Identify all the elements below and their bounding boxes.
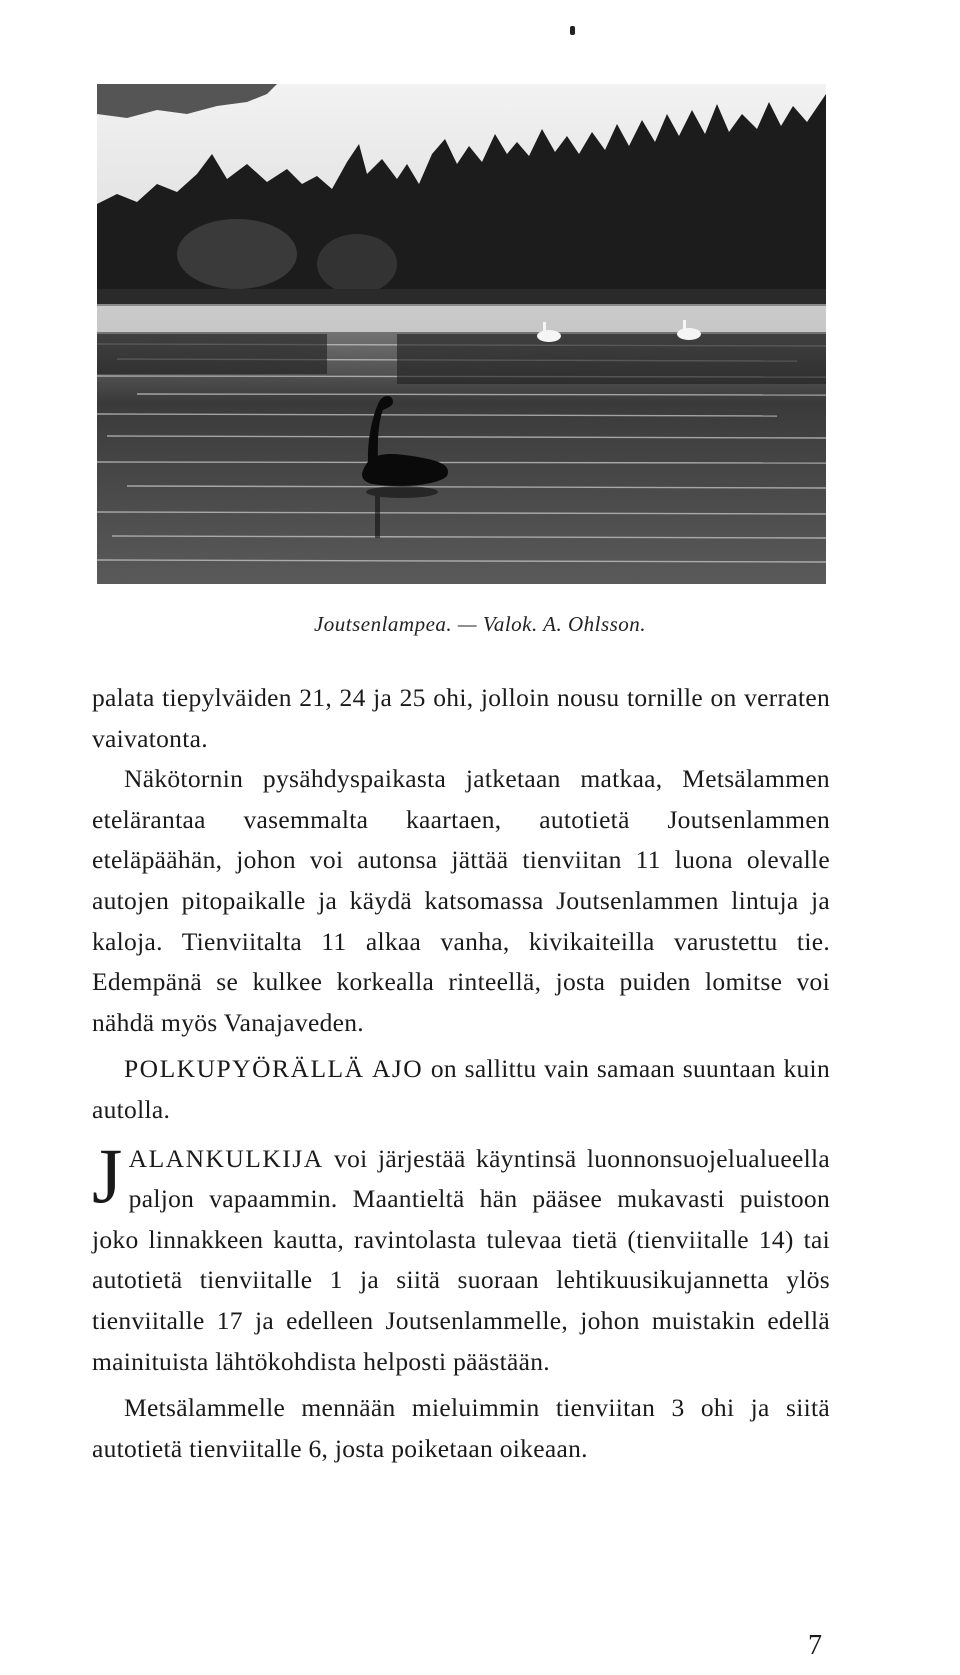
- birch-trees: [177, 219, 297, 289]
- paragraph-4-text: voi järjestää käyntinsä luonnonsuojelualueella paljon vapaammin. Maantieltä hän pääsee mukavasti puistoon joko linnakkeen kautta, ravintolasta tulevaa tietä (tienviitalle 14) tai autotietä tienviitalle 1 ja siitä suoraan lehtikuusikujannetta ylös tienviitalle 17 ja edelleen Joutsenlammelle, johon muistakin edellä mainituista lähtökohdista helposti päästään.: [92, 1143, 830, 1376]
- paragraph-5: Metsälammelle mennään mieluimmin tienviitan 3 ohi ja siitä autotietä tienviitalle 6, josta poiketaan oikeaan.: [92, 1393, 830, 1463]
- paragraph-3-text: on sallittu vain samaan suuntaan kuin autolla.: [92, 1054, 830, 1124]
- sky-reflection: [97, 306, 826, 332]
- print-speck: [570, 26, 575, 35]
- paragraph-4-heading: ALANKULKIJA: [128, 1143, 324, 1173]
- paragraph-2: Näkötornin pysähdyspaikasta jatketaan matkaa, Metsälammen etelärantaa vasemmalta kaartaen, autotietä Joutsenlammen eteläpäähän, johon voi autonsa jättää tienviitan 11 luona olevalle autojen pitopaikalle ja käydä katsomassa Joutsenlammen lintuja ja kaloja. Tienviitalta 11 alkaa vanha, kivikaiteilla varustettu tie. Edempänä se kulkee korkealla rinteellä, josta puiden lomitse voi nähdä myös Vanajaveden.: [92, 764, 830, 1037]
- paragraph-1: palata tiepylväiden 21, 24 ja 25 ohi, jolloin nousu tornille on verraten vaivatonta.: [92, 683, 830, 753]
- paragraph-4: [92, 1131, 830, 1383]
- drop-cap: J: [92, 1131, 123, 1219]
- body-text: [92, 678, 830, 1469]
- swan-pond-illustration: [97, 84, 826, 584]
- paragraph-3-heading: POLKUPYÖRÄLLÄ AJO: [124, 1054, 424, 1084]
- paragraph-3: [92, 1049, 830, 1130]
- shrubs: [317, 234, 397, 294]
- swan-pond-photo: [97, 84, 826, 584]
- photo-caption: Joutsenlampea. — Valok. A. Ohlsson.: [313, 612, 647, 636]
- page-number: 7: [808, 1630, 822, 1661]
